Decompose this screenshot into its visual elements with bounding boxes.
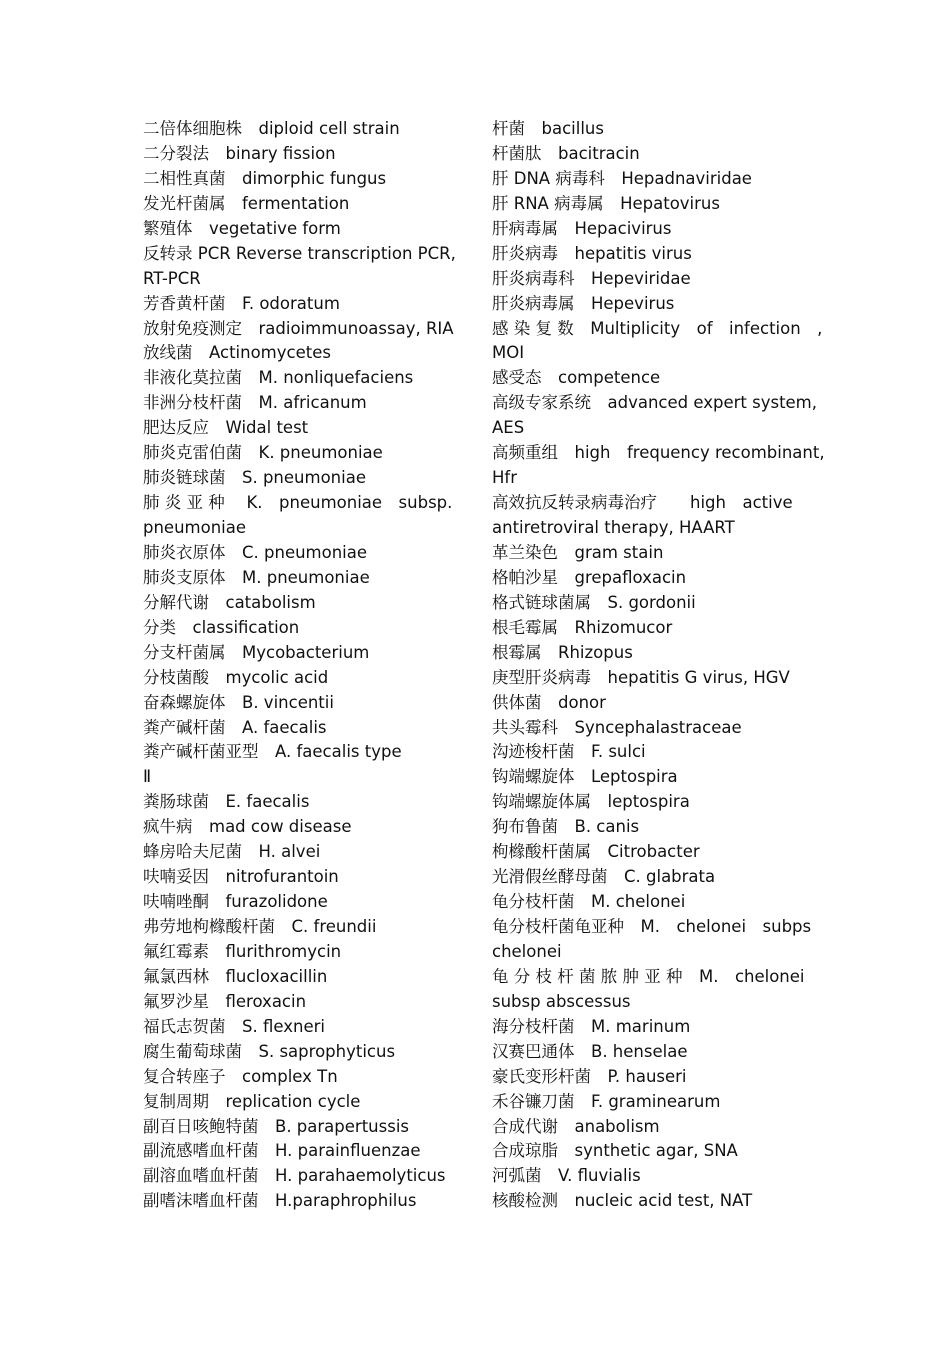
glossary-line: 芳香黄杆菌 F. odoratum bbox=[143, 293, 340, 313]
glossary-line: 发光杆菌属 fermentation bbox=[143, 193, 350, 213]
glossary-line: 呋喃唑酮 furazolidone bbox=[143, 892, 328, 912]
glossary-line: 分解代谢 catabolism bbox=[143, 592, 316, 612]
glossary-line: 繁殖体 vegetative form bbox=[143, 218, 341, 238]
glossary-line: 弗劳地枸橼酸杆菌 C. freundii bbox=[143, 917, 377, 936]
glossary-line: 肺炎克雷伯菌 K. pneumoniae bbox=[143, 443, 383, 463]
glossary-line: RT-PCR bbox=[143, 268, 201, 288]
glossary-line: 肝炎病毒属 Hepevirus bbox=[492, 293, 675, 313]
glossary-line: 感 染 复 数 Multiplicity of infection , bbox=[492, 318, 823, 338]
glossary-line: 杆菌肽 bacitracin bbox=[492, 143, 640, 163]
glossary-line: 杆菌 bacillus bbox=[492, 119, 604, 138]
glossary-line: 肺 炎 亚 种 K. pneumoniae subsp. bbox=[143, 493, 453, 513]
glossary-line: MOI bbox=[492, 343, 525, 363]
glossary-line: 福氏志贺菌 S. flexneri bbox=[143, 1016, 325, 1036]
glossary-line: 非洲分枝杆菌 M. africanum bbox=[143, 393, 367, 413]
glossary-line: 河弧菌 V. fluvialis bbox=[492, 1166, 641, 1186]
glossary-line: 蜂房哈夫尼菌 H. alvei bbox=[143, 842, 321, 862]
glossary-line: 狗布鲁菌 B. canis bbox=[492, 817, 640, 837]
glossary-line: 副溶血嗜血杆菌 H. parahaemolyticus bbox=[143, 1166, 446, 1186]
glossary-line: 奋森螺旋体 B. vincentii bbox=[143, 692, 334, 712]
glossary-line: antiretroviral therapy, HAART bbox=[492, 518, 735, 537]
glossary-line: 复制周期 replication cycle bbox=[143, 1091, 361, 1111]
glossary-line: 高频重组 high frequency recombinant, bbox=[492, 443, 825, 463]
glossary-line: 格帕沙星 grepafloxacin bbox=[492, 567, 687, 587]
glossary-line: 疯牛病 mad cow disease bbox=[143, 817, 352, 837]
right-column bbox=[492, 117, 825, 1214]
glossary-line: 肝 DNA 病毒科 Hepadnaviridae bbox=[492, 168, 752, 188]
glossary-line: 根毛霉属 Rhizomucor bbox=[492, 617, 673, 637]
glossary-line: 钩端螺旋体属 leptospira bbox=[492, 792, 690, 812]
glossary-line: 副嗜沫嗜血杆菌 H.paraphrophilus bbox=[143, 1191, 417, 1211]
glossary-line: AES bbox=[492, 418, 525, 438]
glossary-line: 核酸检测 nucleic acid test, NAT bbox=[492, 1191, 753, 1211]
glossary-line: 根霉属 Rhizopus bbox=[492, 642, 633, 662]
glossary-line: 肥达反应 Widal test bbox=[143, 418, 309, 438]
glossary-line: 粪产碱杆菌 A. faecalis bbox=[143, 717, 327, 737]
glossary-line: 庚型肝炎病毒 hepatitis G virus, HGV bbox=[492, 667, 790, 687]
glossary-line: 呋喃妥因 nitrofurantoin bbox=[143, 867, 339, 887]
glossary-line: 光滑假丝酵母菌 C. glabrata bbox=[492, 867, 716, 887]
glossary-line: 复合转座子 complex Tn bbox=[143, 1066, 338, 1086]
glossary-line: 合成代谢 anabolism bbox=[492, 1116, 660, 1136]
glossary-line: 氟氯西林 flucloxacillin bbox=[143, 966, 328, 986]
glossary-line: 海分枝杆菌 M. marinum bbox=[492, 1016, 691, 1036]
glossary-line: 肺炎链球菌 S. pneumoniae bbox=[143, 468, 366, 488]
glossary-line: 禾谷镰刀菌 F. graminearum bbox=[492, 1091, 721, 1111]
glossary-line: 合成琼脂 synthetic agar, SNA bbox=[492, 1141, 738, 1161]
glossary-line: 豪氏变形杆菌 P. hauseri bbox=[492, 1066, 687, 1086]
glossary-line: 龟 分 枝 杆 菌 脓 肿 亚 种 M. chelonei bbox=[492, 966, 805, 986]
glossary-line: 粪肠球菌 E. faecalis bbox=[143, 792, 310, 812]
glossary-line: subsp abscessus bbox=[492, 991, 631, 1011]
glossary-line: 格式链球菌属 S. gordonii bbox=[492, 592, 696, 612]
glossary-line: 龟分枝杆菌 M. chelonei bbox=[492, 892, 686, 912]
glossary-line: 革兰染色 gram stain bbox=[492, 542, 664, 562]
glossary-line: 分支杆菌属 Mycobacterium bbox=[143, 642, 370, 662]
glossary-line: pneumoniae bbox=[143, 518, 247, 537]
left-column bbox=[143, 117, 468, 1214]
glossary-line: 副流感嗜血杆菌 H. parainfluenzae bbox=[143, 1141, 421, 1161]
glossary-line: 放射免疫测定 radioimmunoassay, RIA bbox=[143, 318, 454, 338]
glossary-line: 氟罗沙星 fleroxacin bbox=[143, 991, 307, 1011]
glossary-line: 肝炎病毒 hepatitis virus bbox=[492, 243, 692, 263]
glossary-line: 放线菌 Actinomycetes bbox=[143, 343, 331, 363]
glossary-line: 供体菌 donor bbox=[492, 692, 606, 712]
glossary-line: 汉赛巴通体 B. henselae bbox=[492, 1041, 688, 1061]
glossary-line: 二相性真菌 dimorphic fungus bbox=[143, 168, 387, 188]
glossary-line: 肝病毒属 Hepacivirus bbox=[492, 218, 672, 238]
glossary-line: chelonei bbox=[492, 941, 562, 961]
glossary-line: 二分裂法 binary fission bbox=[143, 143, 336, 163]
glossary-line: 肝炎病毒科 Hepeviridae bbox=[492, 268, 691, 288]
glossary-line: Hfr bbox=[492, 468, 517, 488]
glossary-line: 非液化莫拉菌 M. nonliquefaciens bbox=[143, 368, 414, 388]
glossary-line: 副百日咳鲍特菌 B. parapertussis bbox=[143, 1116, 409, 1136]
glossary-line: 反转录 PCR Reverse transcription PCR, bbox=[143, 243, 456, 263]
glossary-line: 肺炎衣原体 C. pneumoniae bbox=[143, 542, 368, 562]
glossary-line: 龟分枝杆菌龟亚种 M. chelonei subps bbox=[492, 917, 812, 936]
glossary-line: 分类 classification bbox=[143, 617, 300, 637]
glossary-line: 肝 RNA 病毒属 Hepatovirus bbox=[492, 193, 720, 213]
glossary-line: 分枝菌酸 mycolic acid bbox=[143, 667, 329, 687]
glossary-line: 粪产碱杆菌亚型 A. faecalis type bbox=[143, 742, 402, 762]
glossary-line: 氟红霉素 flurithromycin bbox=[143, 941, 342, 961]
glossary-line: 腐生葡萄球菌 S. saprophyticus bbox=[143, 1041, 396, 1061]
glossary-line: 沟迹梭杆菌 F. sulci bbox=[492, 742, 646, 762]
glossary-line: 二倍体细胞株 diploid cell strain bbox=[143, 119, 400, 138]
glossary-line: 钩端螺旋体 Leptospira bbox=[492, 767, 678, 787]
glossary-line: 感受态 competence bbox=[492, 368, 661, 388]
glossary-line: 枸橼酸杆菌属 Citrobacter bbox=[492, 842, 700, 862]
glossary-line: 高效抗反转录病毒治疗 high active bbox=[492, 493, 793, 513]
glossary-line: 高级专家系统 advanced expert system, bbox=[492, 393, 818, 413]
glossary-line: 共头霉科 Syncephalastraceae bbox=[492, 717, 742, 737]
glossary-line: Ⅱ bbox=[143, 767, 152, 787]
glossary-line: 肺炎支原体 M. pneumoniae bbox=[143, 567, 370, 587]
